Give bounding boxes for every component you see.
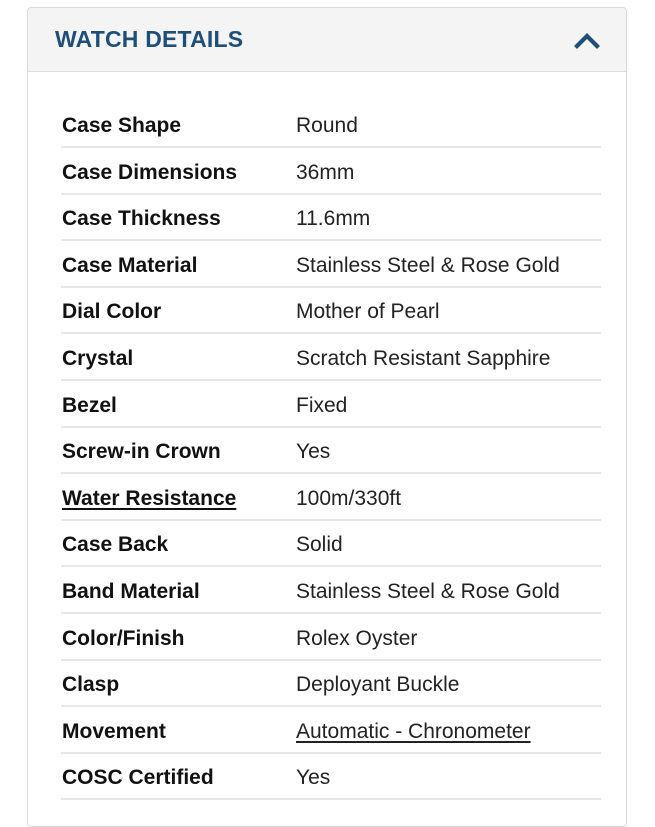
spec-value: 11.6mm bbox=[296, 207, 371, 231]
water-resistance-link[interactable]: Water Resistance bbox=[62, 486, 237, 510]
spec-value: Scratch Resistant Sapphire bbox=[296, 346, 551, 370]
spec-label: COSC Certified bbox=[62, 766, 214, 790]
spec-value: Fixed bbox=[296, 393, 348, 417]
spec-label: Case Back bbox=[62, 533, 169, 557]
spec-label: Case Dimensions bbox=[62, 160, 238, 184]
spec-row-cosc-certified bbox=[61, 755, 601, 800]
spec-value: Deployant Buckle bbox=[296, 673, 460, 697]
spec-label: Clasp bbox=[62, 673, 120, 697]
spec-label: Color/Finish bbox=[62, 626, 185, 650]
spec-value: Yes bbox=[296, 440, 331, 464]
spec-row-color-finish bbox=[61, 616, 601, 661]
spec-row-case-back bbox=[61, 522, 601, 567]
spec-row-case-dimensions bbox=[61, 150, 601, 195]
spec-row-bezel bbox=[61, 383, 601, 428]
spec-value: Stainless Steel & Rose Gold bbox=[296, 253, 560, 277]
panel-title: WATCH DETAILS bbox=[55, 26, 244, 52]
spec-row-case-material bbox=[61, 243, 601, 288]
spec-row-screw-in-crown bbox=[61, 429, 601, 474]
spec-row-movement bbox=[61, 709, 601, 754]
spec-row-band-material bbox=[61, 569, 601, 614]
movement-link[interactable]: Automatic - Chronometer bbox=[296, 719, 531, 743]
spec-label: Case Thickness bbox=[62, 207, 221, 231]
spec-label: Movement bbox=[62, 719, 166, 743]
spec-value: 100m/330ft bbox=[296, 486, 402, 510]
spec-label: Screw-in Crown bbox=[62, 440, 221, 464]
spec-row-clasp bbox=[61, 662, 601, 707]
panel-header[interactable] bbox=[28, 8, 626, 72]
spec-label: Bezel bbox=[62, 393, 117, 417]
spec-label: Case Shape bbox=[62, 114, 182, 137]
spec-value: Rolex Oyster bbox=[296, 626, 418, 650]
spec-table bbox=[61, 103, 601, 800]
watch-details-panel bbox=[27, 7, 627, 827]
spec-value: Round bbox=[296, 114, 358, 137]
spec-row-water-resistance bbox=[61, 476, 601, 521]
spec-label: Crystal bbox=[62, 346, 134, 370]
spec-row-case-shape bbox=[61, 103, 601, 148]
spec-value: 36mm bbox=[296, 160, 355, 184]
spec-value: Mother of Pearl bbox=[296, 300, 440, 324]
spec-label: Case Material bbox=[62, 253, 198, 277]
spec-label: Band Material bbox=[62, 579, 200, 603]
spec-value: Yes bbox=[296, 766, 331, 790]
spec-label: Dial Color bbox=[62, 300, 162, 324]
spec-row-dial-color bbox=[61, 289, 601, 334]
spec-row-crystal bbox=[61, 336, 601, 381]
chevron-up-icon[interactable] bbox=[574, 28, 600, 52]
spec-value: Solid bbox=[296, 533, 343, 557]
spec-row-case-thickness bbox=[61, 196, 601, 241]
spec-value: Stainless Steel & Rose Gold bbox=[296, 579, 560, 603]
